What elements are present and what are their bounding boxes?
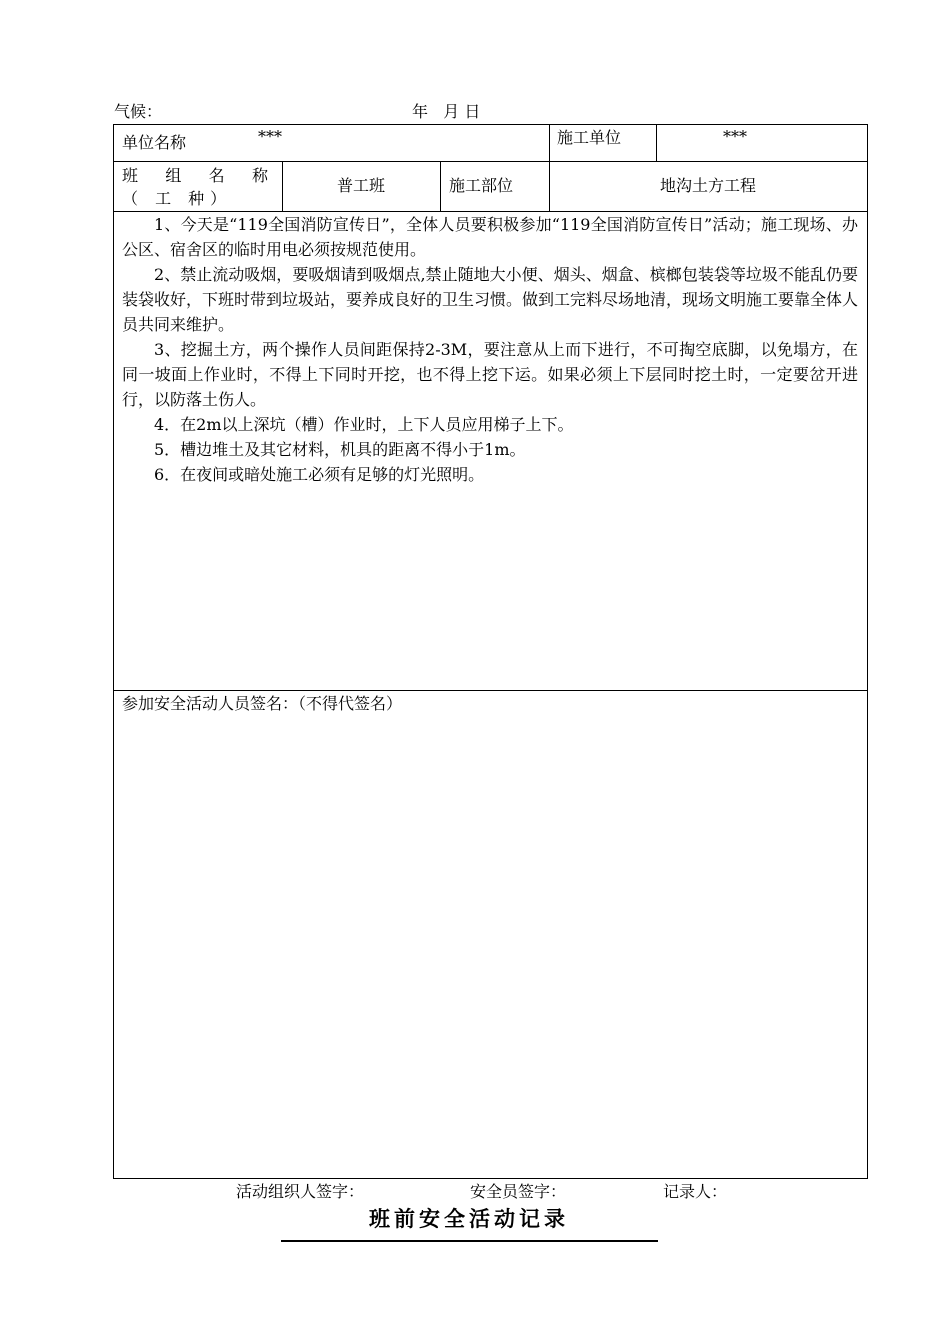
weather-label: 气候： <box>114 102 163 121</box>
safety-content <box>122 212 858 487</box>
signature-label: 参加安全活动人员签名：（不得代签名） <box>122 694 403 713</box>
date-label: 年 月 日 <box>412 102 481 121</box>
content-item: 4．在2m以上深坑（槽）作业时，上下人员应用梯子上下。 <box>154 415 574 434</box>
content-item: 2、禁止流动吸烟，要吸烟请到吸烟点,禁止随地大小便、烟头、烟盒、槟榔包装袋等垃圾不能乱仍要装袋收好，下班时带到垃圾站，要养成良好的卫生习惯。做到工完料尽场地清，现场文明施工要靠全体人员共同来维护。 <box>122 265 859 334</box>
table-right-border <box>867 124 868 1179</box>
table-row1-border <box>113 161 868 162</box>
content-item: 3、挖掘土方，两个操作人员间距保持2-3M，要注意从上而下进行，不可掏空底脚，以免塌方，在同一坡面上作业时，不得上下同时开挖，也不得上挖下运。如果必须上下层同时挖土时，一定要岔开进行，以防落土伤人。 <box>122 340 858 409</box>
row1-divider-a <box>549 124 550 161</box>
recorder-label: 记录人： <box>663 1182 728 1201</box>
content-item: 6．在夜间或暗处施工必须有足够的灯光照明。 <box>154 465 485 484</box>
construction-part-value: 地沟土方工程 <box>659 176 756 195</box>
organizer-signature-label: 活动组织人签字： <box>236 1182 365 1201</box>
content-item: 1、今天是“119全国消防宣传日”，全体人员要积极参加“119全国消防宣传日”活动；施工现场、办公区、宿舍区的临时用电必须按规范使用。 <box>122 215 858 259</box>
content-item: 5．槽边堆土及其它材料，机具的距离不得小于1m。 <box>154 440 526 459</box>
table-bottom-border <box>113 1178 868 1179</box>
title-underline <box>281 1240 658 1242</box>
construction-part-label: 施工部位 <box>449 176 514 195</box>
team-name-value: 普工班 <box>336 176 385 195</box>
table-top-border <box>113 124 868 125</box>
page-title: 班前安全活动记录 <box>369 1206 569 1231</box>
construction-unit-label: 施工单位 <box>557 128 622 147</box>
row2-divider-b <box>440 161 441 211</box>
unit-name-value: *** <box>258 127 282 146</box>
table-content-border <box>113 690 868 691</box>
row1-divider-b <box>656 124 657 161</box>
team-name-label: 班 组 名 称 （ 工 种） <box>122 166 274 208</box>
safety-officer-signature-label: 安全员签字： <box>470 1182 567 1201</box>
unit-name-label: 单位名称 <box>122 133 187 152</box>
construction-unit-value: *** <box>723 127 747 146</box>
table-left-border <box>113 124 114 1179</box>
